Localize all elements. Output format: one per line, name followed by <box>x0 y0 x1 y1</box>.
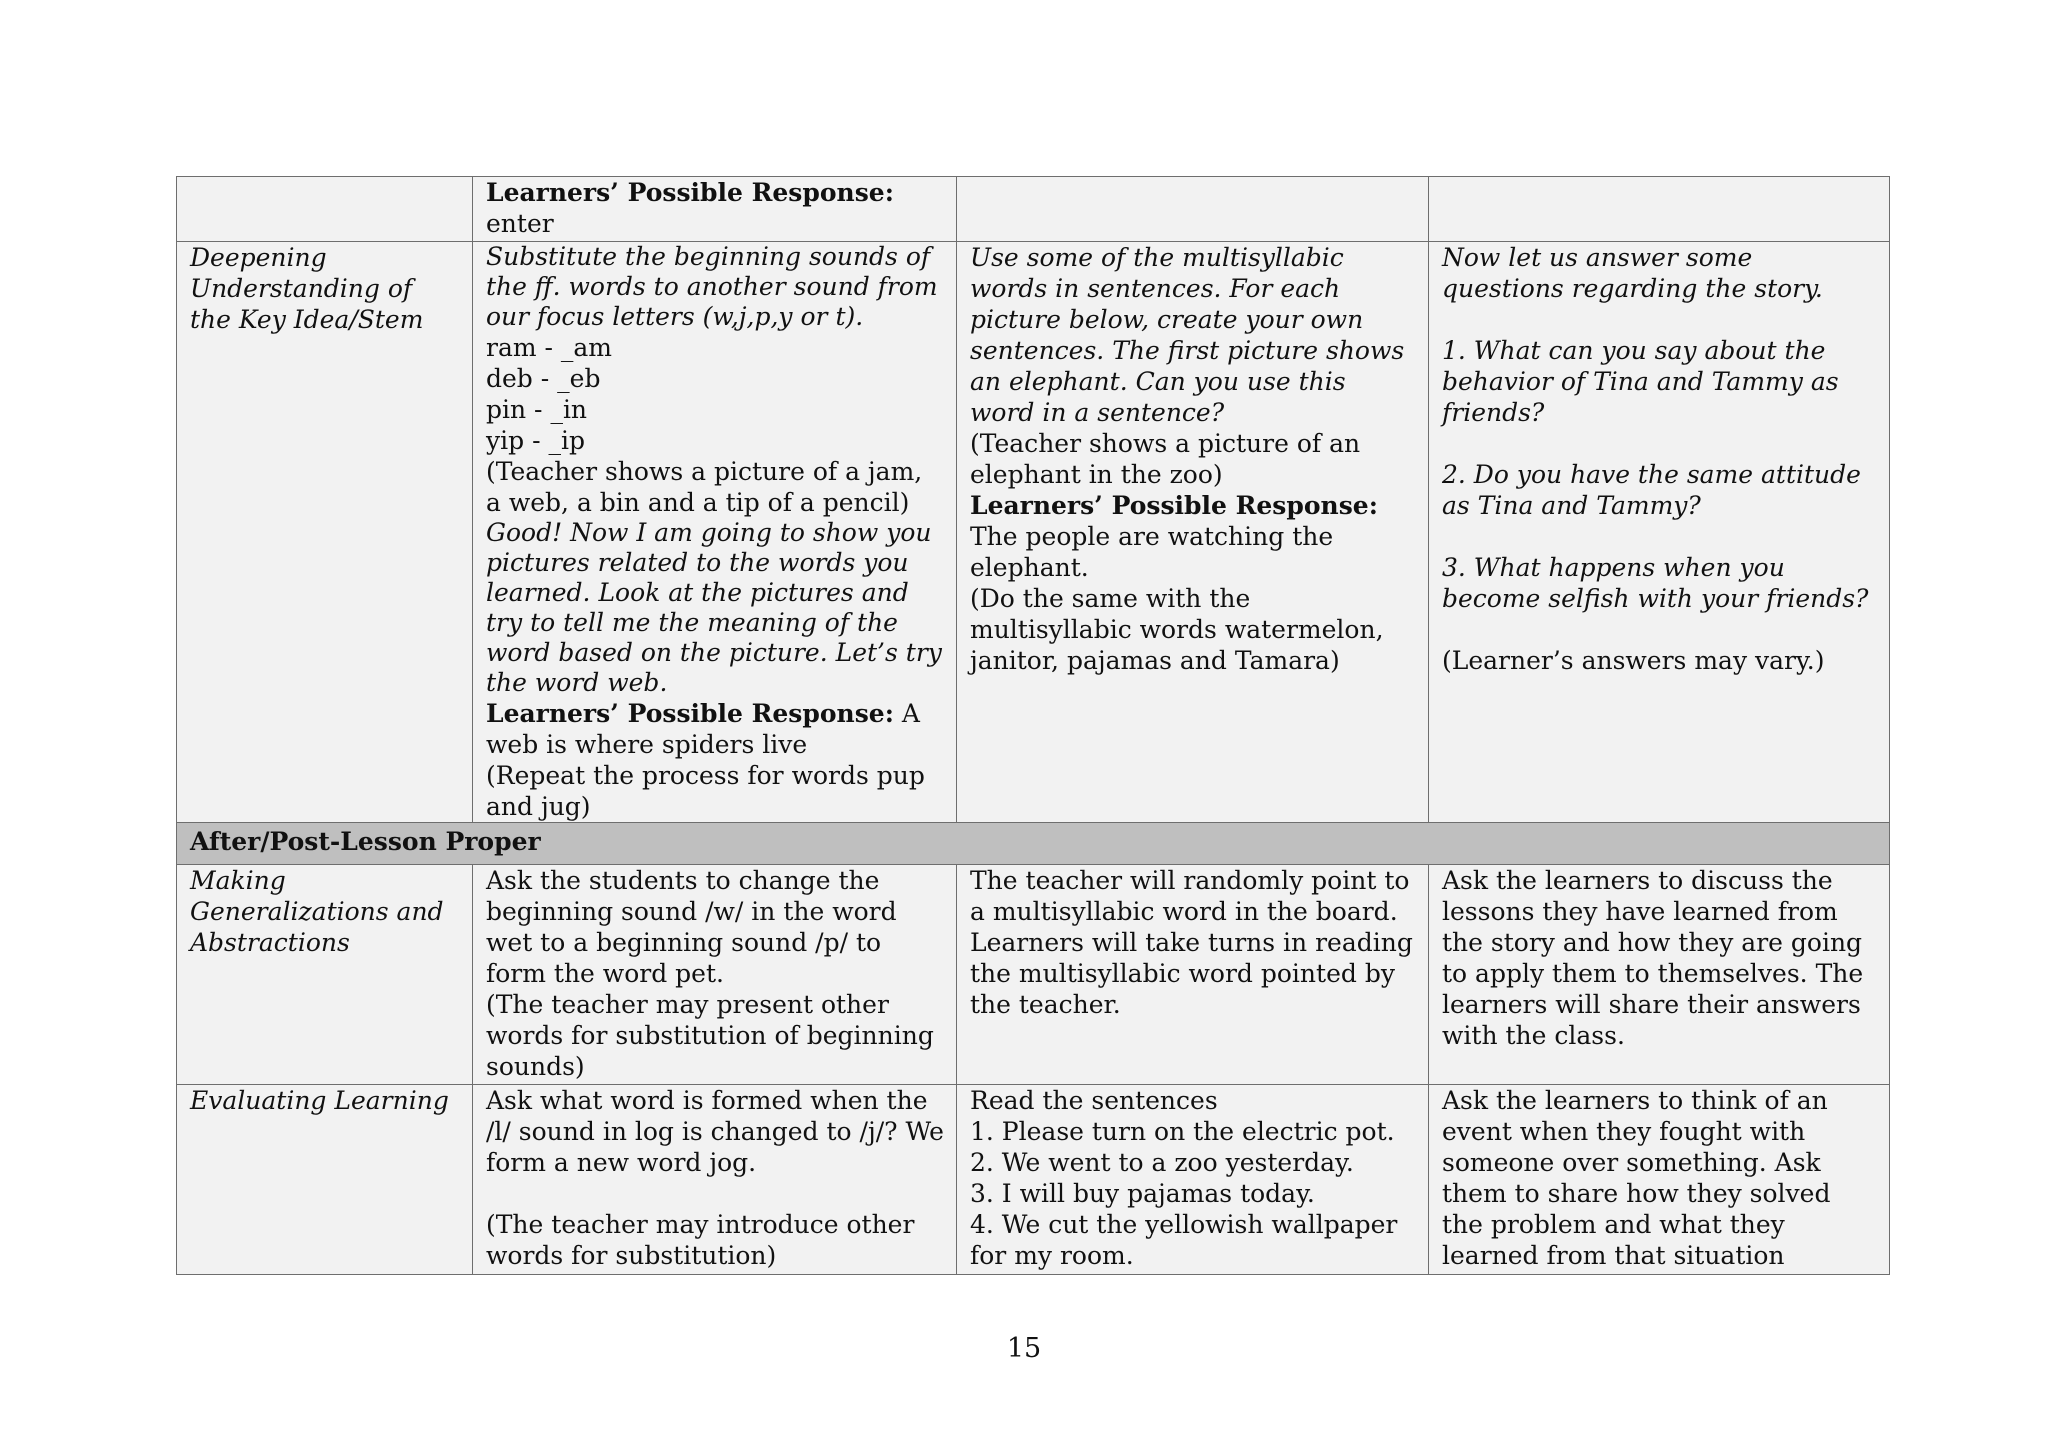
deepening-col1-cell <box>473 242 957 823</box>
teacher-note: (Teacher shows a picture of a jam, a web, a bin and a tip of a pencil) <box>486 457 931 517</box>
question-item: 3. What happens when you become selfish with your friends? <box>1442 553 1869 613</box>
table-row <box>177 1085 1890 1275</box>
empty-cell <box>957 177 1429 242</box>
question-item: 1. What can you say about the behavior of Tina and Tammy as friends? <box>1442 336 1847 427</box>
spacer <box>486 1178 944 1209</box>
response-text: A web is where spiders live <box>486 699 928 759</box>
sentence-item: 2. We went to a zoo yesterday. <box>970 1148 1354 1177</box>
teacher-note: (The teacher may present other words for substitution of beginning sounds) <box>486 990 942 1081</box>
spacer <box>1442 428 1877 459</box>
prompt-text: Good! Now I am going to show you pictures related to the words you learned. Look at the pictures and try to tell me the meaning of the word based on the picture. Let’s try the word web. <box>486 518 950 697</box>
deepening-col2-cell <box>957 242 1429 823</box>
question-item: 2. Do you have the same attitude as Tina and Tammy? <box>1442 460 1869 520</box>
activity-text: Ask the learners to think of an event when they fought with someone over something. Ask them to share how they solved the problem and what they learned from that situation <box>1442 1086 1839 1270</box>
spacer <box>1442 614 1877 645</box>
section-header: After/Post-Lesson Proper <box>177 823 1890 865</box>
repeat-note: (Repeat the process for words pup and jug) <box>486 761 933 821</box>
response-heading: Learners’ Possible Response: <box>970 491 1378 520</box>
activity-text: Ask the students to change the beginning sound /w/ in the word wet to a beginning sound /p/ to form the word pet. <box>486 866 905 988</box>
empty-cell <box>1429 177 1890 242</box>
table-row <box>177 242 1890 823</box>
response-text: The people are watching the elephant. <box>970 522 1342 582</box>
spacer <box>1442 521 1877 552</box>
lesson-plan-table <box>176 176 1890 1275</box>
row-label-generalizations: Making Generalizations and Abstractions <box>177 865 473 1085</box>
evaluating-col2-cell <box>957 1085 1429 1275</box>
sentences-heading: Read the sentences <box>970 1086 1218 1115</box>
activity-text: Ask the learners to discuss the lessons they have learned from the story and how they are going to apply them to themselves. The learners will share their answers with the class. <box>1442 866 1872 1050</box>
word-item: pin - _in <box>486 395 588 424</box>
response-text: enter <box>486 209 554 238</box>
answer-note: (Learner’s answers may vary.) <box>1442 646 1825 675</box>
instruction-text: Substitute the beginning sounds of the ff. words to another sound from our focus letters (w,j,p,y or t). <box>486 242 946 331</box>
page-number: 15 <box>1006 1333 1042 1364</box>
word-item: ram - _am <box>486 333 613 362</box>
generalizations-col2-cell <box>957 865 1429 1085</box>
row-label-evaluating: Evaluating Learning <box>177 1085 473 1275</box>
response-heading: Learners’ Possible Response: <box>486 178 894 207</box>
spacer <box>1442 304 1877 335</box>
instruction-text: Use some of the multisyllabic words in sentences. For each picture below, create your own sentences. The first picture shows an elephant. Can you use this word in a sentence? <box>970 243 1413 427</box>
word-item: deb - _eb <box>486 364 601 393</box>
evaluating-col3-cell <box>1429 1085 1890 1275</box>
response-paragraph <box>486 698 944 760</box>
response-cell <box>473 177 957 242</box>
word-item: yip - _ip <box>486 426 585 455</box>
activity-text: The teacher will randomly point to a multisyllabic word in the board. Learners will take turns in reading the multisyllabic word pointed by the teacher. <box>970 866 1421 1019</box>
response-heading: Learners’ Possible Response: <box>486 699 894 728</box>
table-row <box>177 177 1890 242</box>
intro-text: Now let us answer some questions regarding the story. <box>1442 243 1823 303</box>
evaluating-col1-cell <box>473 1085 957 1275</box>
section-header-row <box>177 823 1890 865</box>
sentence-item: 1. Please turn on the electric pot. <box>970 1117 1395 1146</box>
activity-text: Ask what word is formed when the /l/ sound in log is changed to /j/? We form a new word jog. <box>486 1086 952 1177</box>
table-row <box>177 865 1890 1085</box>
generalizations-col3-cell <box>1429 865 1890 1085</box>
teacher-note: (Teacher shows a picture of an elephant in the zoo) <box>970 429 1369 489</box>
generalizations-col1-cell <box>473 865 957 1085</box>
row-label-deepening: Deepening Understanding of the Key Idea/Stem <box>177 242 473 823</box>
repeat-note: (Do the same with the multisyllabic words watermelon, janitor, pajamas and Tamara) <box>970 584 1392 675</box>
teacher-note: (The teacher may introduce other words for substitution) <box>486 1210 923 1270</box>
sentence-item: 4. We cut the yellowish wallpaper for my room. <box>970 1210 1406 1270</box>
deepening-col3-cell <box>1429 242 1890 823</box>
sentence-item: 3. I will buy pajamas today. <box>970 1179 1315 1208</box>
row-label-cell <box>177 177 473 242</box>
